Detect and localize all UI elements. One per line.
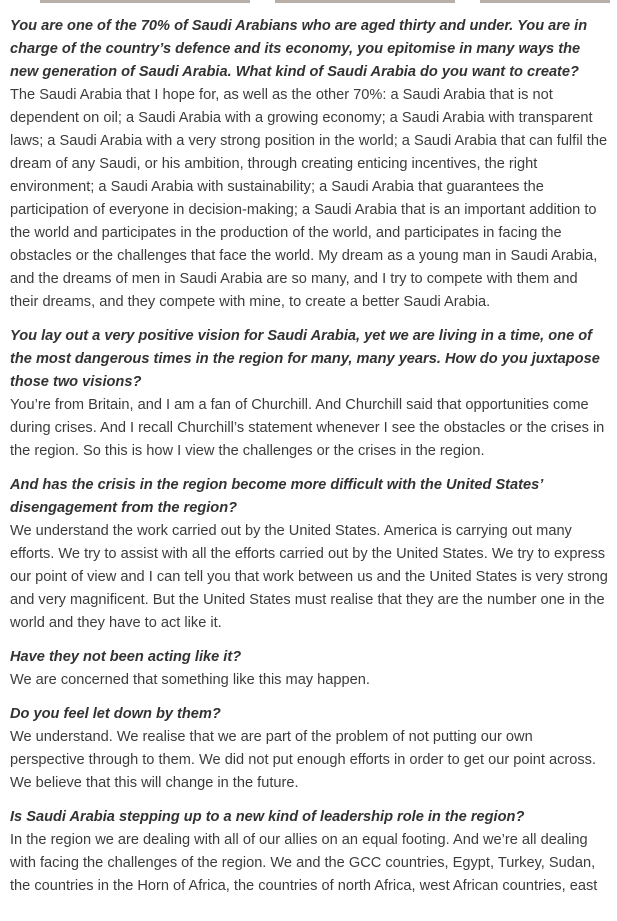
interview-question: And has the crisis in the region become more difficult with the United States’ disengagement from the region? xyxy=(10,477,543,516)
border-segment xyxy=(275,0,455,3)
interview-question: You are one of the 70% of Saudi Arabians who are aged thirty and under. You are in charge of the country’s defence and its economy, you epitomise in many ways the new generation of Saudi Arabia. What kind of Saudi Arabia do you want to create? xyxy=(10,18,588,80)
interview-answer: The Saudi Arabia that I hope for, as well as the other 70%: a Saudi Arabia that is not dependent on oil; a Saudi Arabia with a growing economy; a Saudi Arabia with transparent laws; a Saudi Arabia with a very strong position in the world; a Saudi Arabia that can fulfil the dream of any Saudi, or his ambition, through creating enticing incentives, the right environment; a Saudi Arabia with sustainability; a Saudi Arabia that guarantees the participation of everyone in decision-making; a Saudi Arabia that is an important addition to the world and participates in the production of the world, and participates in facing the obstacles or the challenges that face the world. My dream as a young man in Saudi Arabia, and the dreams of men in Saudi Arabia are so many, and I try to compete with them and their dreams, and they compete with mine, to create a better Saudi Arabia. xyxy=(10,87,608,310)
interview-answer: In the region we are dealing with all of our allies on an equal footing. And we’re all dealing with facing the challenges of the region. We and the GCC countries, Egypt, Turkey, Sudan, the countries in the Horn of Africa, the countries of north Africa, west African countries, east xyxy=(10,832,598,894)
interview-question: You lay out a very positive vision for Saudi Arabia, yet we are living in a time, one of the most dangerous times in the region for many, many years. How do you juxtapose those two visions? xyxy=(10,328,600,390)
border-segment xyxy=(480,0,610,3)
qa-block xyxy=(10,325,610,463)
interview-question: Is Saudi Arabia stepping up to a new kind of leadership role in the region? xyxy=(10,809,525,825)
interview-question: Have they not been acting like it? xyxy=(10,649,242,665)
interview-answer: You’re from Britain, and I am a fan of Churchill. And Churchill said that opportunities come during crises. And I recall Churchill’s statement whenever I see the obstacles or the crises in the region. So this is how I view the challenges or the crises in the region. xyxy=(10,397,605,459)
border-segment xyxy=(40,0,250,3)
qa-block xyxy=(10,15,610,314)
qa-block xyxy=(10,703,610,795)
qa-block xyxy=(10,806,610,898)
interview-answer: We understand the work carried out by the United States. America is carrying out many efforts. We try to assist with all the efforts carried out by the United States. We try to express our point of view and I can tell you that work between us and the United States is very strong and very magnificent. But the United States must realise that they are the number one in the world and they have to act like it. xyxy=(10,523,608,631)
qa-block xyxy=(10,474,610,635)
interview-answer: We understand. We realise that we are part of the problem of not putting our own perspective through to them. We did not put enough efforts in order to get our point across. We believe that this will change in the future. xyxy=(10,729,596,791)
interview-question: Do you feel let down by them? xyxy=(10,706,221,722)
top-decorative-border xyxy=(0,0,617,4)
interview-article xyxy=(10,15,610,909)
interview-answer: We are concerned that something like this may happen. xyxy=(10,672,370,688)
qa-block xyxy=(10,646,610,692)
